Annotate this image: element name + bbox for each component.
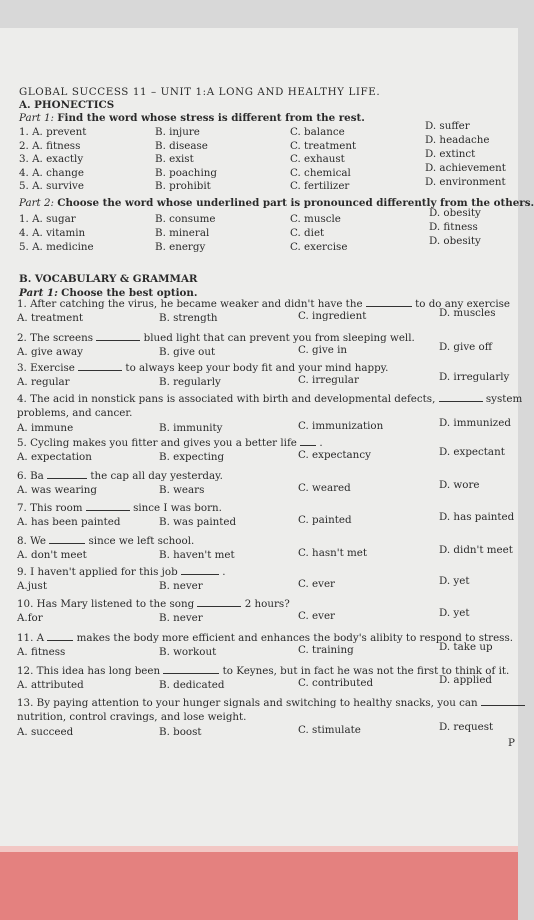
answer-option: C. ingredient [298,310,367,322]
answer-option: D. applied [439,674,493,686]
part2-label: Part 2: [19,197,54,209]
question-text: 12. This idea has long been [17,665,164,677]
answer-option: A.for [17,612,43,624]
answer-option: D. yet [439,607,470,619]
answer-option: A. fitness [17,646,66,658]
question-stem [17,597,290,610]
question-text: 9. I haven't applied for this job [17,566,181,578]
part2-instruction-text: Choose the word whose underlined part is pronounced differently from the others. [57,197,534,209]
question-text-continued: . [218,566,226,578]
question-number-option: 2. A. fitness [19,139,81,152]
question-stem [17,436,323,449]
question-number-option: 5. A. survive [19,180,84,192]
answer-blank[interactable] [96,331,140,341]
question-stem [17,361,388,374]
answer-option: B. injure [155,126,200,138]
question-stem [17,331,415,344]
question-text-continued: the cap all day yesterday. [87,470,223,482]
answer-option: C. balance [290,126,345,138]
answer-option: D. obesity [429,207,481,219]
question-stem [17,534,194,547]
question-text: 8. We [17,535,50,547]
answer-option: C. exhaust [290,153,345,165]
answer-option: B. wears [159,484,205,496]
answer-option: D. achievement [425,162,506,175]
answer-option: D. give off [439,341,493,353]
answer-option: D. has painted [439,511,515,523]
answer-blank[interactable] [47,631,73,641]
answer-option: B. exist [155,153,194,165]
question-text-continued: makes the body more efficient and enhances the body's alibity to respond to stress. [73,632,514,644]
answer-option: C. chemical [290,166,351,179]
question-text-continued: to do any exercise [411,298,510,310]
answer-option: C. fertilizer [290,180,350,192]
worksheet-title: GLOBAL SUCCESS 11 – UNIT 1:A LONG AND HEALTHY LIFE. [19,86,381,98]
answer-blank[interactable] [163,664,219,674]
answer-option: C. expectancy [298,449,371,461]
question-number-option: 1. A. prevent [19,126,87,138]
question-number-option: 4. A. change [19,166,84,179]
answer-option: D. yet [439,575,470,587]
question-text-line2: nutrition, control cravings, and lose weight. [17,711,247,723]
answer-option: C. exercise [290,241,348,253]
answer-option: C. immunization [298,420,384,432]
section-b-heading: B. VOCABULARY & GRAMMAR [19,273,198,285]
part1-instruction [19,112,365,124]
page-mark: P [508,737,515,749]
question-text-continued: since we left school. [85,535,195,547]
answer-blank[interactable] [197,597,241,607]
part1-instruction-text: Find the word whose stress is different from the rest. [57,112,365,124]
answer-option: C. painted [298,514,352,526]
answer-option: B. never [159,612,203,624]
answer-blank[interactable] [366,297,412,307]
question-text-continued: system [482,393,523,405]
question-text-continued: . [316,437,323,449]
answer-option: B. was painted [159,516,237,528]
answer-blank[interactable] [181,565,219,575]
question-text: 2. The screens [17,332,97,344]
question-text-continued: to Keynes, but in fact he was not the first to think of it. [219,665,510,677]
question-text: 13. By paying attention to your hunger signals and switching to healthy snacks, you can [17,697,481,709]
part1-label: Part 1: [19,112,54,124]
answer-option: C. hasn't met [298,547,367,559]
answer-option: B. regularly [159,376,221,388]
answer-option: B. expecting [159,451,225,463]
answer-option: D. headache [425,134,490,147]
question-text-continued: 2 hours? [241,598,290,610]
answer-option: C. irregular [298,374,359,386]
answer-option: A. treatment [17,312,84,324]
answer-option: D. irregularly [439,371,510,383]
answer-option: A. has been painted [17,516,121,528]
answer-option: A. succeed [17,726,74,738]
answer-option: C. muscle [290,213,341,225]
answer-option: C. stimulate [298,724,361,736]
answer-option: B. prohibit [155,180,211,192]
question-stem [17,392,522,405]
answer-option: B. workout [159,646,217,658]
answer-option: D. extinct [425,148,476,161]
question-number-option: 4. A. vitamin [19,227,86,239]
question-text: 6. Ba [17,470,48,482]
answer-option: A. regular [17,376,70,388]
question-stem [17,297,510,310]
question-text: 5. Cycling makes you fitter and gives you a better life [17,437,301,449]
question-stem [17,501,222,514]
answer-option: C. ever [298,578,335,590]
answer-option: B. haven't met [159,549,235,561]
answer-option: C. weared [298,482,351,494]
answer-option: D. didn't meet [439,544,513,556]
answer-option: B. energy [155,241,206,253]
answer-blank[interactable] [439,392,483,402]
answer-option: C. diet [290,227,325,239]
question-number-option: 3. A. exactly [19,153,84,165]
answer-option: B. mineral [155,227,210,239]
answer-blank[interactable] [78,361,122,371]
answer-option: B. give out [159,346,216,358]
answer-option: D. suffer [425,120,470,132]
question-stem [17,469,223,482]
question-text: 4. The acid in nonstick pans is associated with birth and developmental defects, [17,393,439,405]
answer-option: B. never [159,580,203,592]
question-stem [17,696,525,709]
question-text-continued: to always keep your body fit and your mind happy. [122,362,389,374]
answer-option: C. treatment [290,139,357,152]
question-text-continued: since I was born. [129,502,222,514]
question-number-option: 1. A. sugar [19,213,76,225]
answer-option: A. give away [17,346,83,358]
question-text: 7. This room [17,502,86,514]
question-number-option: 5. A. medicine [19,241,94,253]
answer-option: D. wore [439,479,480,491]
b-part1-label: Part 1: [19,287,58,299]
answer-option: C. give in [298,344,348,356]
answer-option: D. request [439,721,494,733]
answer-option: D. fitness [429,221,478,233]
answer-option: A. don't meet [17,549,87,561]
question-text: 11. A [17,632,48,644]
answer-option: B. strength [159,312,218,324]
answer-option: D. muscles [439,307,496,319]
answer-blank[interactable] [300,436,316,446]
b-part1-instruction-text: Choose the best option. [61,287,198,299]
answer-option: A. attributed [17,679,84,691]
answer-blank[interactable] [49,534,85,544]
question-text: 1. After catching the virus, he became weaker and didn't have the [17,298,366,310]
answer-option: D. take up [439,641,493,653]
answer-option: D. immunized [439,417,511,429]
answer-option: D. environment [425,176,506,189]
answer-option: D. obesity [429,235,481,247]
answer-option: B. poaching [155,166,217,179]
answer-option: A. was wearing [17,484,97,496]
question-text-line2: problems, and cancer. [17,407,133,419]
question-stem [17,664,509,677]
question-text: 10. Has Mary listened to the song [17,598,198,610]
question-text-continued: blued light that can prevent you from sleeping well. [140,332,415,344]
section-a-heading: A. PHONECTICS [19,99,115,111]
answer-blank[interactable] [481,696,525,706]
answer-option: C. contributed [298,677,374,689]
answer-option: B. consume [155,213,216,225]
table-surface [0,852,518,920]
answer-blank[interactable] [86,501,130,511]
answer-option: D. expectant [439,446,505,458]
question-stem [17,565,226,578]
answer-option: B. immunity [159,422,223,434]
answer-option: B. dedicated [159,679,225,691]
answer-option: B. disease [155,139,208,152]
answer-option: A. immune [17,422,74,434]
question-text: 3. Exercise [17,362,79,374]
answer-option: A. expectation [17,451,92,463]
answer-option: B. boost [159,726,202,738]
answer-option: C. ever [298,610,335,622]
answer-option: C. training [298,644,354,656]
answer-option: A.just [17,580,47,592]
answer-blank[interactable] [47,469,87,479]
